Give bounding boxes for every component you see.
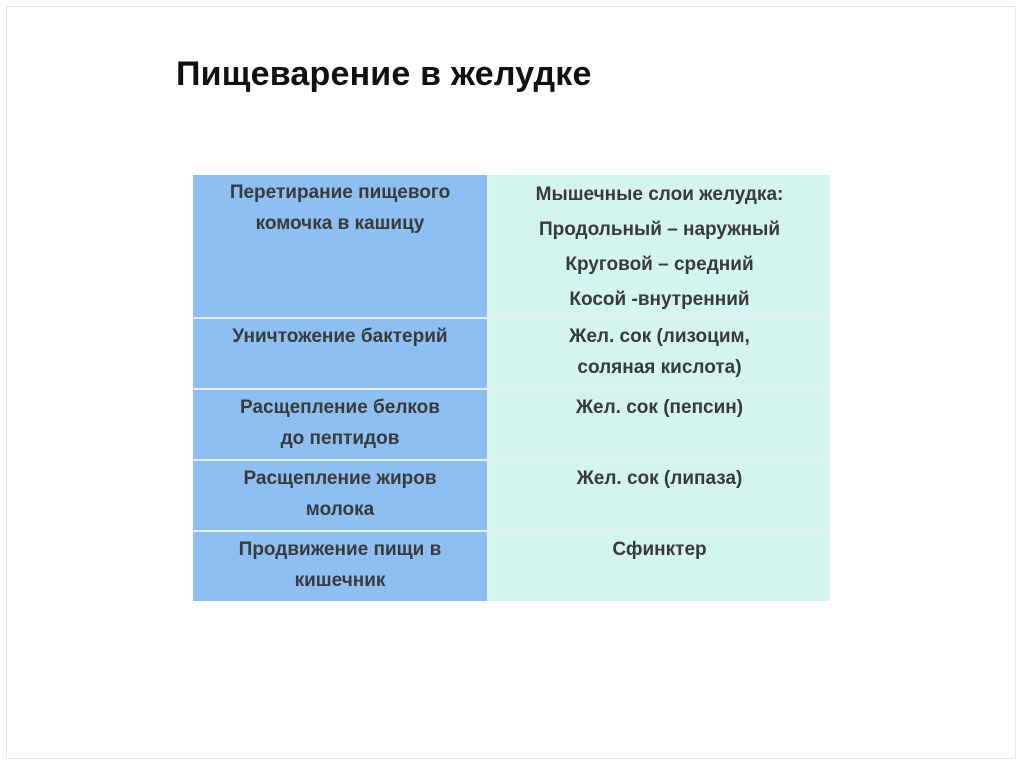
table-row bbox=[193, 531, 830, 601]
table-row bbox=[193, 318, 830, 389]
cell-text: кишечник bbox=[294, 570, 386, 591]
cell-text: Сфинктер bbox=[612, 539, 707, 560]
cell-text: Мышечные слои желудка: bbox=[535, 184, 784, 205]
means-cell bbox=[488, 175, 830, 318]
means-cell bbox=[488, 460, 830, 531]
cell-text: Расщепление белков bbox=[240, 397, 440, 418]
cell-text: комочка в кашицу bbox=[255, 213, 425, 234]
cell-text: Расщепление жиров bbox=[243, 468, 437, 489]
cell-text: молока bbox=[305, 499, 375, 520]
process-cell bbox=[193, 531, 488, 601]
process-cell bbox=[193, 389, 488, 460]
cell-text: Косой -внутренний bbox=[569, 289, 750, 310]
digestion-table bbox=[193, 175, 830, 601]
table-row bbox=[193, 175, 830, 318]
cell-text: Жел. сок (лизоцим, bbox=[569, 326, 750, 347]
cell-text: Жел. сок (липаза) bbox=[576, 468, 743, 489]
cell-text: Продвижение пищи в bbox=[238, 539, 442, 560]
process-cell bbox=[193, 460, 488, 531]
table-row bbox=[193, 460, 830, 531]
process-cell bbox=[193, 175, 488, 318]
page-title: Пищеварение в желудке bbox=[176, 55, 592, 93]
cell-text: Уничтожение бактерий bbox=[232, 326, 448, 347]
process-cell bbox=[193, 318, 488, 389]
cell-text: соляная кислота) bbox=[577, 357, 742, 378]
means-cell bbox=[488, 318, 830, 389]
means-cell bbox=[488, 389, 830, 460]
cell-text: Круговой – средний bbox=[565, 254, 754, 275]
cell-text: Перетирание пищевого bbox=[229, 182, 451, 203]
cell-text: Жел. сок (пепсин) bbox=[575, 397, 744, 418]
cell-text: до пептидов bbox=[280, 428, 400, 449]
cell-text: Продольный – наружный bbox=[538, 219, 781, 240]
table-row bbox=[193, 389, 830, 460]
means-cell bbox=[488, 531, 830, 601]
